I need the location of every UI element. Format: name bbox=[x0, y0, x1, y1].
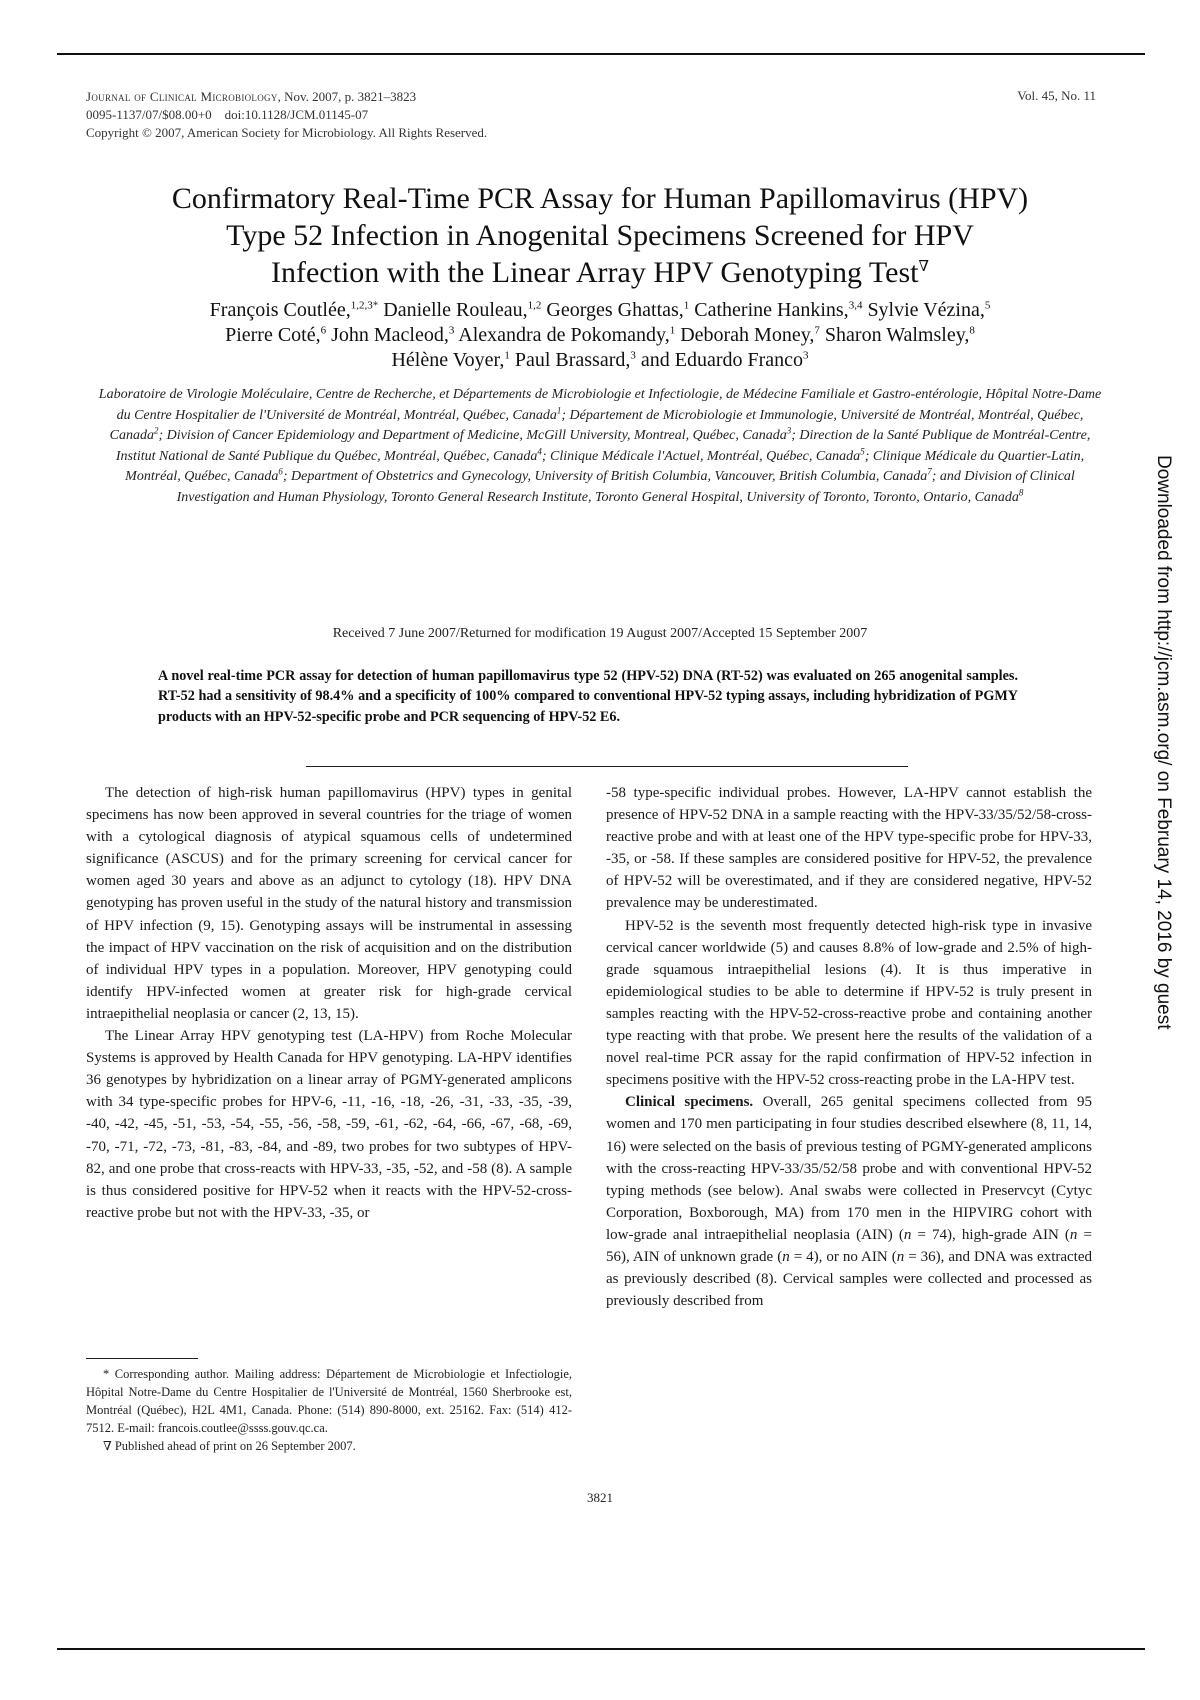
author-name: Sylvie Vézina, bbox=[862, 299, 985, 321]
author-line-3 bbox=[60, 348, 1140, 373]
author-name: John Macleod, bbox=[326, 324, 449, 346]
body-text: = 56), AIN of unknown grade ( bbox=[606, 1226, 1092, 1265]
affiliation-sup: 2 bbox=[154, 425, 159, 436]
right-column bbox=[606, 782, 1092, 1312]
affiliations bbox=[95, 385, 1105, 508]
journal-header bbox=[86, 88, 487, 142]
left-column bbox=[86, 782, 572, 1224]
affiliation-text: ; Direction de la Santé Publique de Montréal-Centre, Institut National de Santé Publique du Québec, Montréal, Québec, Canada bbox=[115, 428, 1091, 464]
body-paragraph: The detection of high-risk human papillomavirus (HPV) types in genital specimens has now been approved in several countries for the triage of women with a cytological diagnosis of atypical squamous cells of undetermined significance (ASCUS) and for the primary screening for cervical cancer for women aged 30 years and above as an adjunct to cytology (18). HPV DNA genotyping has proven useful in the study of the natural history and transmission of HPV infection (9, 15). Genotyping assays will be instrumental in assessing the impact of HPV vaccination on the risk of acquisition and on the distribution of individual HPV types in a population. Moreover, HPV genotyping could identify HPV-infected women at greater risk for high-grade cervical intraepithelial neoplasia or cancer (2, 13, 15). bbox=[86, 785, 572, 1022]
issn-doi: 0095-1137/07/$08.00+0 doi:10.1128/JCM.01145-07 bbox=[86, 107, 369, 122]
body-text: = 74), high-grade AIN ( bbox=[911, 1226, 1070, 1243]
affiliation-sup: 3 bbox=[786, 425, 792, 436]
author-name: Alexandra de Pokomandy, bbox=[454, 324, 670, 346]
affiliation-text: ; Clinique Médicale l'Actuel, Montréal, Québec, Canada bbox=[541, 448, 861, 464]
n-symbol: n bbox=[903, 1226, 912, 1243]
author-affil-sup: 3 bbox=[448, 324, 455, 337]
title-mark: ∇ bbox=[918, 259, 929, 275]
bottom-rule bbox=[57, 1648, 1145, 1650]
journal-name: Journal of Clinical Microbiology bbox=[86, 89, 278, 104]
affiliation-sup: 5 bbox=[860, 445, 865, 456]
title-line-1: Confirmatory Real-Time PCR Assay for Human Papillomavirus (HPV) bbox=[171, 182, 1029, 215]
affiliation-text: ; Department of Obstetrics and Gynecology, University of British Columbia, Vancouver, British Columbia, Canada bbox=[282, 469, 928, 484]
author-line-1 bbox=[60, 298, 1140, 323]
author-name: Catherine Hankins, bbox=[689, 299, 849, 321]
affiliation-text: ; Clinique Médicale du Quartier-Latin, Montréal, Québec, Canada bbox=[125, 448, 1085, 484]
author-affil-sup: 3 bbox=[630, 349, 636, 362]
author-name: Paul Brassard, bbox=[509, 349, 631, 371]
author-affil-sup: 7 bbox=[814, 324, 820, 337]
body-paragraph bbox=[606, 1091, 1092, 1312]
n-symbol: n bbox=[1069, 1226, 1078, 1243]
affiliation-sup: 4 bbox=[537, 445, 542, 456]
download-watermark-text: Downloaded from http://jcm.asm.org/ on February 14, 2016 by guest bbox=[1153, 455, 1174, 1030]
author-line-2 bbox=[60, 323, 1140, 348]
author-affil-sup: 8 bbox=[969, 324, 975, 337]
body-paragraph: The Linear Array HPV genotyping test (LA-HPV) from Roche Molecular Systems is approved by Health Canada for HPV genotyping. LA-HPV identifies 36 genotypes by hybridization on a linear array of PGMY-generated amplicons with 34 type-specific probes for HPV-6, -11, -16, -18, -26, -31, -33, -35, -39, -40, -42, -45, -51, -53, -54, -55, -56, -58, -59, -61, -62, -64, -66, -67, -68, -69, -70, -71, -72, -73, -81, -83, -84, and -89, two probes for two subtypes of HPV-82, and one probe that cross-reacts with HPV-33, -35, -52, and -58 (8). A sample is thus considered positive for HPV-52 when it reacts with the HPV-52-cross-reactive probe but not with the HPV-33, -35, or bbox=[86, 1028, 572, 1221]
author-name: Danielle Rouleau, bbox=[378, 299, 528, 321]
author-name: and Eduardo Franco bbox=[635, 349, 804, 371]
body-text: Overall, 265 genital specimens collected from 95 women and 170 men participating in four studies described elsewhere (8, 11, 14, 16) were selected on the basis of previous testing of PGMY-generated amplicons with the cross-reacting HPV-33/35/52/58 probe and with conventional HPV-52 typing methods (see below). Anal swabs were collected in Preservcyt (Cytyc Corporation, Boxborough, MA) from 170 men in the HIPVIRG cohort with low-grade anal intraepithelial neoplasia (AIN) ( bbox=[606, 1094, 1093, 1243]
affiliation-sup: 1 bbox=[556, 404, 562, 415]
body-paragraph: HPV-52 is the seventh most frequently detected high-risk type in invasive cervical cancer worldwide (5) and causes 8.8% of low-grade and 2.5% of high-grade squamous intraepithelial lesions (4). It is thus imperative in epidemiological studies to be able to determine if HPV-52 is truly present in samples reacting with the HPV-52-cross-reactive probe and containing another type reacting with that probe. We present here the results of the validation of a novel real-time PCR assay for the rapid confirmation of HPV-52 infection in specimens positive with the HPV-52 cross-reacting probe in the LA-HPV test. bbox=[606, 917, 1092, 1089]
affiliation-text: ; and Division of Clinical Investigation and Human Physiology, Toronto General Research Institute, Toronto General Hospital, University of Toronto, Toronto, Ontario, Canada bbox=[176, 469, 1075, 505]
affiliation-text: Laboratoire de Virologie Moléculaire, Centre de Recherche, et Départements de Microbiologie et Infectiologie, de Médecine Familiale et Gastro-entérologie, Hôpital Notre-Dame du Centre Hospitalier de l'Université de Montréal, Montréal, Québec, Canada bbox=[98, 387, 1102, 423]
author-name: Deborah Money, bbox=[675, 324, 815, 346]
author-affil-sup: 6 bbox=[320, 324, 327, 337]
body-text: = 4), or no AIN ( bbox=[789, 1248, 897, 1265]
corresponding-author-mark: * bbox=[372, 299, 379, 312]
author-affil-sup: 1,2,3 bbox=[350, 299, 373, 312]
n-symbol: n bbox=[896, 1248, 905, 1265]
copyright: Copyright © 2007, American Society for Microbiology. All Rights Reserved. bbox=[86, 125, 488, 140]
footnotes bbox=[86, 1365, 572, 1455]
title-line-2: Type 52 Infection in Anogenital Specimens Screened for HPV bbox=[226, 219, 974, 252]
author-affil-sup: 3,4 bbox=[848, 299, 863, 312]
journal-date-pages: , Nov. 2007, p. 3821–3823 bbox=[277, 89, 417, 104]
article-title bbox=[60, 180, 1140, 291]
volume-issue: Vol. 45, No. 11 bbox=[1017, 88, 1096, 103]
abstract: A novel real-time PCR assay for detection of human papillomavirus type 52 (HPV-52) DNA (RT-52) was evaluated on 265 anogenital samples. RT-52 had a sensitivity of 98.4% and a specificity of 100% compared to conventional HPV-52 typing assays, including hybridization of PGMY products with an HPV-52-specific probe and PCR sequencing of HPV-52 E6. bbox=[158, 668, 1018, 725]
affiliation-sup: 6 bbox=[278, 466, 283, 477]
author-affil-sup: 3 bbox=[803, 349, 809, 362]
received-dates: Received 7 June 2007/Returned for modification 19 August 2007/Accepted 15 September 2007 bbox=[332, 626, 868, 641]
footnote-divider bbox=[86, 1358, 198, 1359]
body-text: = 36), and DNA was extracted as previously described (8). Cervical samples were collected and processed as previously described from bbox=[606, 1248, 1092, 1310]
section-heading: Clinical specimens. bbox=[625, 1094, 754, 1111]
author-name: Hélène Voyer, bbox=[391, 349, 505, 371]
author-affil-sup: 1 bbox=[504, 349, 510, 362]
author-name: Sharon Walmsley, bbox=[819, 324, 970, 346]
abstract-divider bbox=[306, 766, 908, 767]
corresponding-author-footnote: * Corresponding author. Mailing address: Département de Microbiologie et Infectiologie, Hôpital Notre-Dame du Centre Hospitalier de l'Université de Montréal, 1560 Sherbrooke est, Montréal (Québec), H2L 4M1, Canada. Phone: (514) 890-8000, ext. 25162. Fax: (514) 412-7512. E-mail: francois.coutlee@ssss.gouv.qc.ca. bbox=[86, 1367, 572, 1435]
affiliation-sup: 8 bbox=[1018, 486, 1024, 497]
n-symbol: n bbox=[782, 1248, 790, 1265]
published-ahead-footnote: ∇ Published ahead of print on 26 September 2007. bbox=[103, 1439, 356, 1453]
affiliation-text: ; Division of Cancer Epidemiology and Department of Medicine, McGill University, Montreal, Québec, Canada bbox=[158, 428, 787, 443]
author-affil-sup: 1 bbox=[683, 299, 690, 312]
author-name: Pierre Coté, bbox=[225, 324, 321, 346]
affiliation-text: ; Département de Microbiologie et Immunologie, Université de Montréal, Montréal, Québec, Canada bbox=[109, 407, 1084, 443]
author-affil-sup: 1 bbox=[669, 324, 676, 337]
author-name: François Coutlée, bbox=[209, 299, 351, 321]
download-watermark bbox=[1155, 455, 1179, 1125]
author-affil-sup: 1,2 bbox=[527, 299, 542, 312]
author-list bbox=[60, 298, 1140, 373]
author-name: Georges Ghattas, bbox=[541, 299, 684, 321]
top-rule bbox=[57, 53, 1145, 55]
page-number: 3821 bbox=[587, 1490, 613, 1505]
author-affil-sup: 5 bbox=[984, 299, 991, 312]
title-line-3: Infection with the Linear Array HPV Genotyping Test bbox=[271, 256, 919, 289]
affiliation-sup: 7 bbox=[927, 466, 932, 477]
body-paragraph: -58 type-specific individual probes. However, LA-HPV cannot establish the presence of HPV-52 DNA in a sample reacting with the HPV-33/35/52/58-cross-reactive probe and with at least one of the HPV type-specific probe for HPV-33, -35, or -58. If these samples are considered positive for HPV-52, the prevalence of HPV-52 will be overestimated, and if they are considered negative, HPV-52 prevalence may be underestimated. bbox=[606, 785, 1092, 912]
